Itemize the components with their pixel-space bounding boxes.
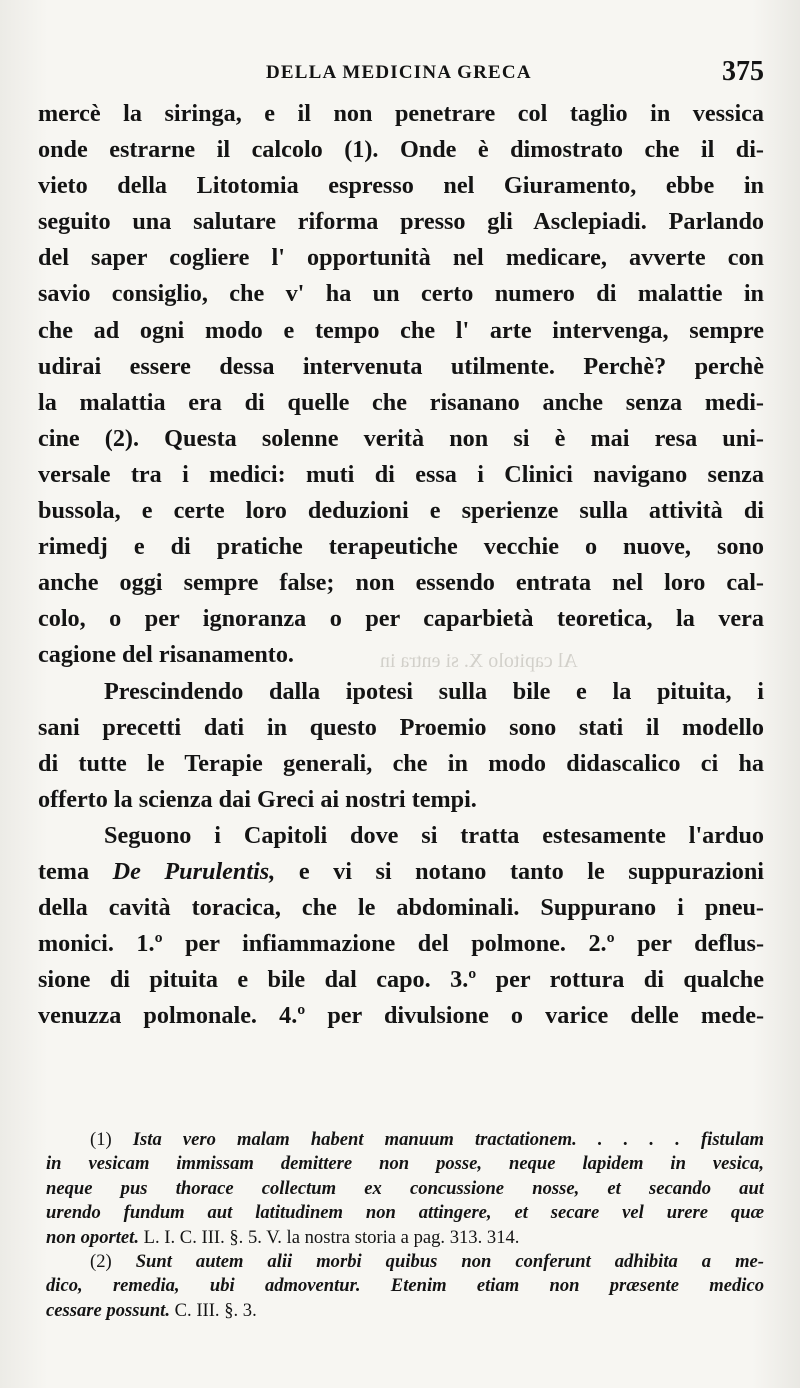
text-line: Seguono i Capitoli dove si tratta estesamente l'arduo (104, 821, 764, 849)
text-line: versale tra i medici: muti di essa i Clinici navigano senza (38, 460, 764, 488)
text-line: mercè la siringa, e il non penetrare col taglio in vessica (38, 100, 764, 127)
text-line: sani precetti dati in questo Proemio sono stati il modello (38, 713, 764, 741)
text-line: vieto della Litotomia espresso nel Giuramento, ebbe in (38, 172, 764, 200)
text-line: sione di pituita e bile dal capo. 3.º per rottura di qualche (38, 966, 764, 994)
text-line: monici. 1.º per infiammazione del polmone. 2.º per deflus- (38, 930, 764, 958)
text-line: la malattia era di quelle che risanano anche senza medi- (38, 388, 764, 416)
text-segment: tema (38, 857, 90, 885)
footnote-text: Sunt autem alii morbi quibus non conferunt adhibita a me- (135, 1250, 764, 1272)
footnotes (46, 1128, 764, 1323)
footnote-1-line: neque pus thorace collectum ex concussione nosse, et secando aut (46, 1177, 764, 1199)
footnote-2-line: dico, remedia, ubi admoventur. Etenim etiam non præsente medico (46, 1275, 764, 1297)
footnote-1-line (46, 1226, 764, 1250)
text-line: Prescindendo dalla ipotesi sulla bile e la pituita, i (104, 677, 764, 705)
text-line: della cavità toracica, che le abdominali. Suppurano i pneu- (38, 894, 764, 922)
text-line: del saper cogliere l' opportunità nel medicare, avverte con (38, 244, 764, 272)
text-line: venuzza polmonale. 4.º per divulsione o varice delle mede- (38, 1002, 764, 1030)
page-header (38, 56, 764, 96)
footnote-text: Ista vero malam habent manuum tractationem. . . . . fistulam (132, 1129, 764, 1150)
footnote-text: cessare possunt. (46, 1299, 170, 1321)
text-segment: e vi si notano tanto le suppurazioni (298, 857, 764, 885)
footnote-marker: (2) (90, 1250, 112, 1272)
italic-title: De Purulentis, (112, 857, 276, 885)
text-line: bussola, e certe loro deduzioni e sperienze sulla attività di (38, 497, 764, 525)
text-line: colo, o per ignoranza o per caparbietà teoretica, la vera (38, 605, 764, 633)
footnote-text: non oportet. (46, 1226, 139, 1248)
text-line: di tutte le Terapie generali, che in modo didascalico ci ha (38, 749, 764, 777)
footnote-1-line: in vesicam immissam demittere non posse, neque lapidem in vesica, (46, 1153, 764, 1175)
text-line: seguito una salutare riforma presso gli Asclepiadi. Parlando (38, 208, 764, 236)
text-line: udirai essere dessa intervenuta utilmente. Perchè? perchè (38, 352, 764, 380)
main-text (38, 96, 764, 1034)
text-line: savio consiglio, che v' ha un certo numero di malattie in (38, 280, 764, 308)
footnote-marker: (1) (90, 1129, 112, 1150)
footnote-2-line (46, 1299, 764, 1323)
text-line: anche oggi sempre false; non essendo entrata nel loro cal- (38, 569, 764, 597)
text-line: cine (2). Questa solenne verità non si è mai resa uni- (38, 424, 764, 452)
text-line: offerto la scienza dai Greci ai nostri tempi. (38, 785, 477, 813)
text-line: rimedj e di pratiche terapeutiche vecchie o nuove, sono (38, 533, 764, 561)
text-line: cagione del risanamento. (38, 641, 294, 669)
text-line (38, 854, 764, 890)
text-line: onde estrarne il calcolo (1). Onde è dimostrato che il di- (38, 136, 764, 164)
footnote-1-line: urendo fundum aut latitudinem non attingere, et secare vel urere quæ (46, 1202, 764, 1224)
show-through-text: Al capitolo X. si entra in (380, 650, 578, 672)
footnote-2-line (46, 1250, 764, 1274)
running-title: DELLA MEDICINA GRECA (266, 62, 532, 83)
footnote-1-line (46, 1128, 764, 1152)
page-number: 375 (722, 56, 764, 87)
footnote-citation: L. I. C. III. §. 5. V. la nostra storia a pag. 313. 314. (143, 1226, 520, 1248)
text-line: che ad ogni modo e tempo che l' arte intervenga, sempre (38, 316, 764, 344)
footnote-citation: C. III. §. 3. (174, 1299, 257, 1321)
